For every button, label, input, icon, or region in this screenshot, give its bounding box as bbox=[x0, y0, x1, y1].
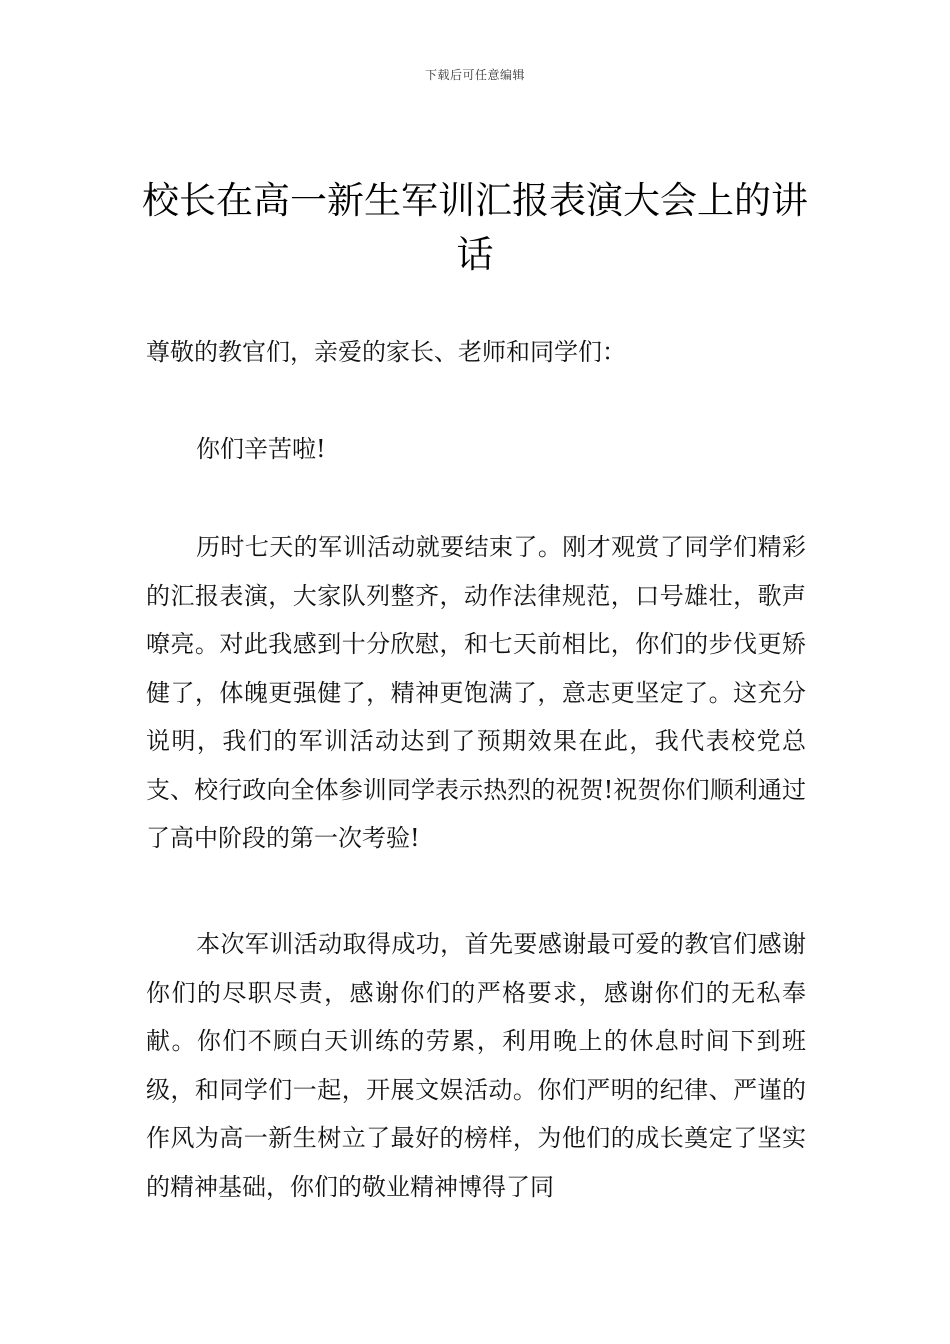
header-note: 下载后可任意编辑 bbox=[424, 68, 525, 82]
paragraph-thanks-instructors: 本次军训活动取得成功，首先要感谢最可爱的教官们感谢你们的尽职尽责，感谢你们的严格要求，感谢你们的无私奉献。你们不顾白天训练的劳累，利用晚上的休息时间下到班级，和同学们一起，开展文娱活动。你们严明的纪律、严谨的作风为高一新生树立了最好的榜样，为他们的成长奠定了坚实的精神基础，你们的敬业精神博得了同 bbox=[146, 930, 806, 1201]
salutation: 尊敬的教官们，亲爱的家长、老师和同学们： bbox=[146, 338, 626, 366]
document-title: 校长在高一新生军训汇报表演大会上的讲话 bbox=[142, 179, 808, 276]
paragraph-training-summary: 历时七天的军训活动就要结束了。刚才观赏了同学们精彩的汇报表演，大家队列整齐，动作法律规范，口号雄壮，歌声嘹亮。对此我感到十分欣慰，和七天前相比，你们的步伐更矫健了，体魄更强健了，精神更饱满了，意志更坚定了。这充分说明，我们的军训活动达到了预期效果在此，我代表校党总支、校行政向全体参训同学表示热烈的祝贺!祝贺你们顺利通过了高中阶段的第一次考验! bbox=[146, 533, 806, 852]
paragraph-greeting: 你们辛苦啦! bbox=[196, 435, 326, 463]
